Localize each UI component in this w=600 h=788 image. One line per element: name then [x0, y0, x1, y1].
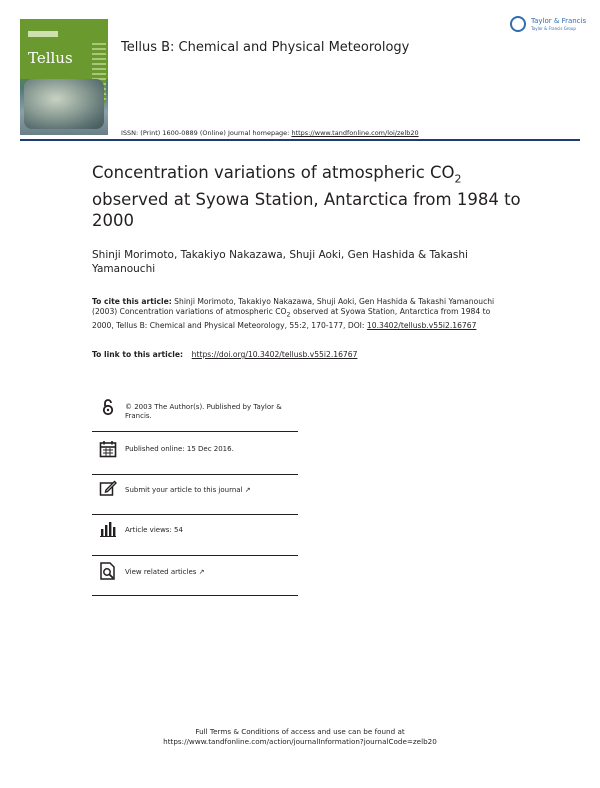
link-label: To link to this article:: [92, 350, 186, 359]
open-access-text: © 2003 The Author(s). Published by Taylor & Francis.: [125, 403, 282, 420]
journal-title: Tellus B: Chemical and Physical Meteorology: [121, 40, 410, 55]
citation-label: To cite this article:: [92, 297, 172, 306]
article-link-line: [92, 350, 357, 359]
issn-text: ISSN: (Print) 1600-0889 (Online) Journal homepage:: [121, 129, 292, 137]
submit-article-row[interactable]: [92, 477, 298, 515]
terms-line: Full Terms & Conditions of access and use can be found at: [195, 727, 405, 736]
published-row: [92, 437, 298, 475]
article-authors: Shinji Morimoto, Takakiyo Nakazawa, Shuji Aoki, Gen Hashida & Takashi Yamanouchi: [92, 249, 468, 275]
publisher-logo[interactable]: [510, 16, 587, 36]
journal-homepage-link[interactable]: https://www.tandfonline.com/loi/zelb20: [291, 129, 419, 137]
submit-article-link[interactable]: Submit your article to this journal ↗: [125, 486, 251, 494]
publisher-logo-sub: Taylor & Francis Group: [531, 26, 576, 31]
calendar-icon: [99, 440, 117, 458]
terms-footer: [0, 727, 600, 747]
related-articles-link[interactable]: View related articles ↗: [125, 568, 205, 576]
published-date: Published online: 15 Dec 2016.: [125, 445, 234, 453]
article-views: Article views: 54: [125, 526, 183, 534]
journal-info-link[interactable]: https://www.tandfonline.com/action/journalInformation?journalCode=zelb20: [163, 737, 437, 746]
publisher-logo-icon: [510, 16, 526, 32]
cover-title: Tellus: [28, 49, 73, 67]
doi-link[interactable]: 10.3402/tellusb.v55i2.16767: [366, 321, 477, 331]
citation: To cite this article: Shinji Morimoto, Takakiyo Nakazawa, Shuji Aoki, Gen Hashida & Takashi Yamanouchi (2003) Concentration variations of atmospheric $CO_2$ observed at Syowa Station, Antarctica from 1984 to 2000, Tellus B: Chemical and Physical Meteorology, 55:2, 170-177, DOI: 10.3402/tellusb.v55i2.16767: [92, 297, 495, 331]
article-title: Concentration variations of atmospheric $CO_2$ observed at Syowa Station, Antarctica from 1984 to 2000: [92, 163, 521, 231]
open-access-icon: [99, 398, 117, 416]
open-access-row: [92, 396, 298, 432]
related-articles-icon: [99, 562, 117, 580]
issn-line: [121, 129, 419, 137]
article-views-row: [92, 518, 298, 556]
bar-chart-icon: [99, 520, 117, 538]
related-articles-row[interactable]: [92, 559, 298, 597]
edit-icon: [99, 479, 117, 497]
header-rule: [20, 139, 580, 141]
article-doi-url[interactable]: https://doi.org/10.3402/tellusb.v55i2.16767: [191, 350, 358, 359]
external-link-icon: ↗: [198, 568, 205, 576]
journal-cover-image: [20, 19, 108, 135]
publisher-logo-name: Taylor & Francis: [531, 17, 587, 25]
external-link-icon: ↗: [244, 486, 251, 494]
